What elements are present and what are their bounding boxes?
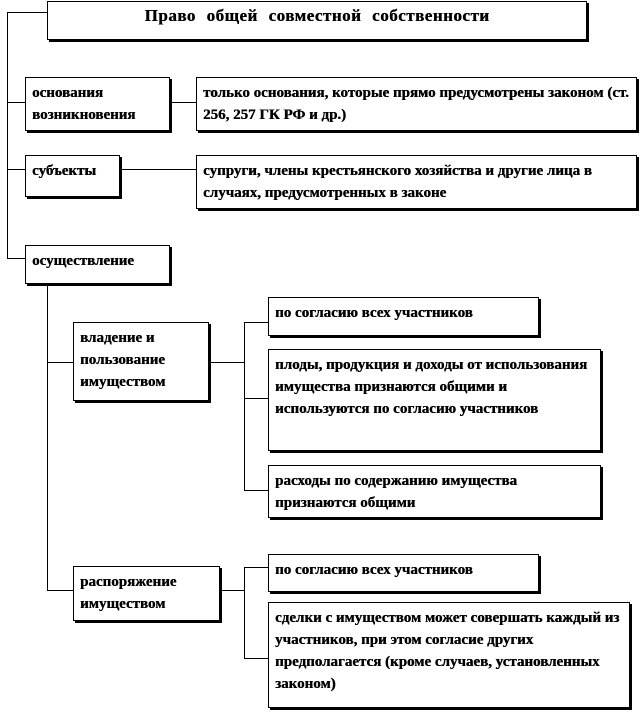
exercise-connector-line <box>7 258 25 259</box>
subjects-detail-box <box>196 155 637 209</box>
disposal-item-1-box <box>268 554 539 592</box>
disposal-box <box>73 566 220 621</box>
possession-item-3-box <box>268 465 601 518</box>
possession-box <box>73 322 209 401</box>
main-trunk-line <box>7 12 8 259</box>
possession-item-2-line <box>244 398 268 399</box>
exercise-branch-line <box>47 284 48 591</box>
subjects-label: субъекты <box>32 163 97 179</box>
grounds-detail-box <box>196 77 637 131</box>
grounds-detail-line <box>170 102 196 103</box>
grounds-connector-line <box>7 102 25 103</box>
disposal-item-2-box <box>268 602 630 708</box>
disposal-item-1-text: по согласию всех участников <box>275 562 473 578</box>
disposal-item-1-line <box>244 567 268 568</box>
subjects-detail-text: супруги, члены крестьянского хозяйства и другие лица в случаях, предусмотренных в законе <box>203 163 592 201</box>
possession-item-3-text: расходы по содержанию имущества признаются общими <box>275 473 517 511</box>
possession-item-1-box <box>268 297 539 336</box>
disposal-link-line <box>220 590 244 591</box>
possession-label: владение и пользование имуществом <box>80 330 166 390</box>
possession-item-2-text: плоды, продукция и доходы от использования имущества признаются общими и используются по согласию участников <box>275 357 588 417</box>
title-connector-line <box>7 12 47 13</box>
grounds-detail-text: только основания, которые прямо предусмотрены законом (ст. 256, 257 ГК РФ и др.) <box>203 85 629 123</box>
subjects-connector-line <box>7 169 25 170</box>
disposal-label: распоряжение имуществом <box>80 574 177 612</box>
exercise-label: осуществление <box>32 253 134 269</box>
subjects-box <box>25 155 120 197</box>
possession-item-1-text: по согласию всех участников <box>275 305 473 321</box>
possession-item-1-line <box>244 322 268 323</box>
disposal-branch-line <box>244 567 245 659</box>
possession-item-2-box <box>268 349 601 451</box>
possession-item-3-line <box>244 490 268 491</box>
disposal-connector-line <box>47 590 73 591</box>
exercise-box <box>25 245 170 284</box>
subjects-detail-line <box>120 169 196 170</box>
possession-link-line <box>209 362 244 363</box>
disposal-item-2-line <box>244 658 268 659</box>
diagram-title-text: Право общей совместной собственности <box>144 6 490 25</box>
possession-branch-line <box>244 322 245 491</box>
diagram-title <box>47 1 587 40</box>
grounds-label: основания возникновения <box>32 85 136 123</box>
disposal-item-2-text: сделки с имуществом может совершать каждый из участников, при этом согласие других предполагается (кроме случаев, установленных законом) <box>275 610 620 692</box>
grounds-box <box>25 77 170 131</box>
possession-connector-line <box>47 362 73 363</box>
